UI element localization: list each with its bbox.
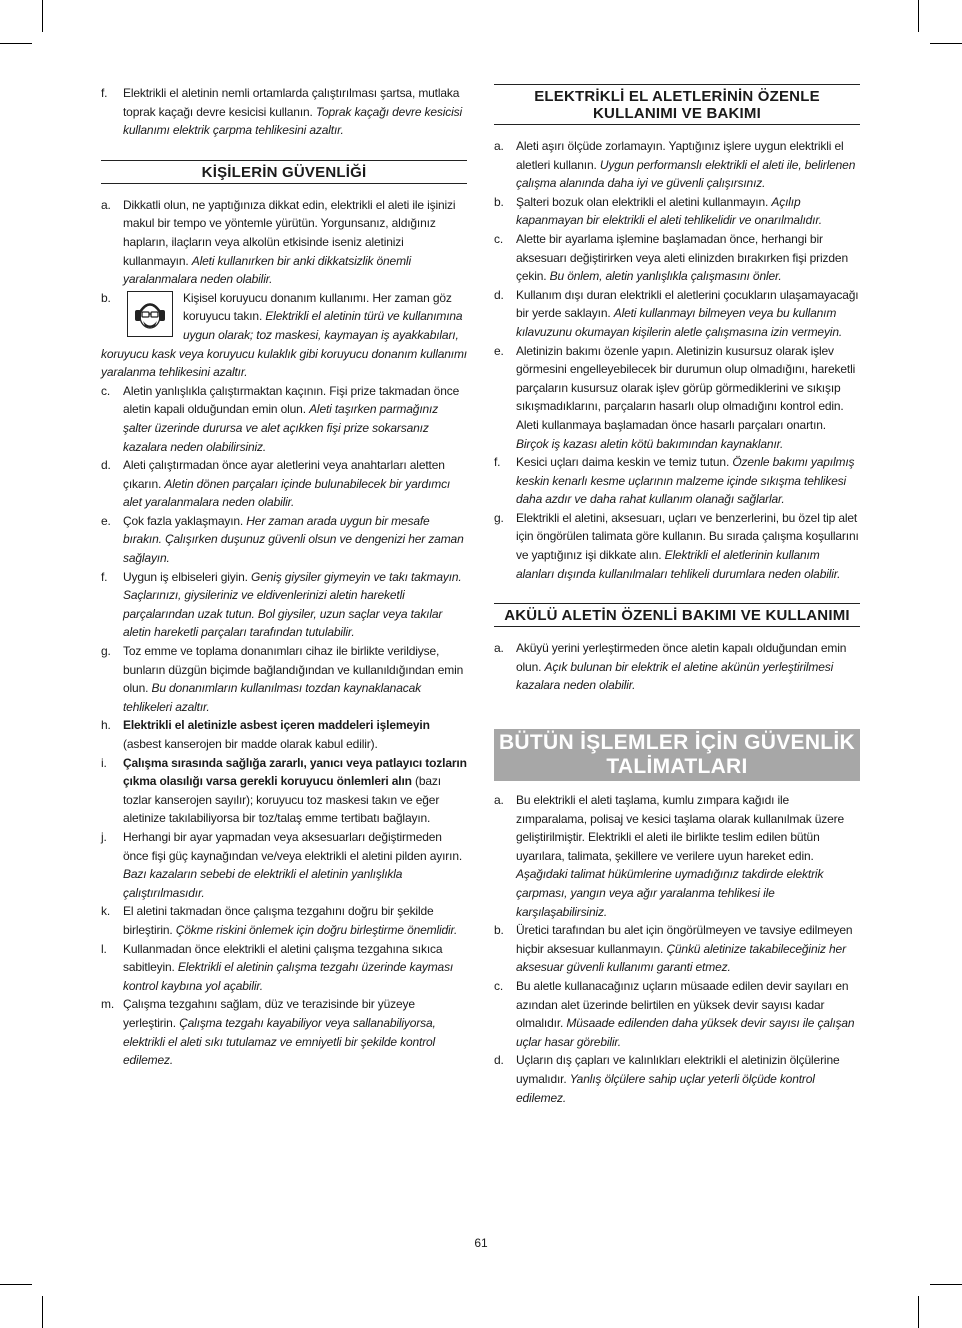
crop-mark [0,1284,32,1285]
section-heading-personal-safety: KİŞİLERİN GÜVENLİĞİ [101,160,467,184]
crop-mark [930,1284,962,1285]
list-item: b. Kişisel koruyucu donanım kullanımı. Her zaman göz koruyucu takın. Elektrikli el aletinin türü ve kullanımına uygun olarak; toz maskesi, kaymayan iş ayakkabıları, koruyucu kask veya koruyucu kulaklık gibi koruyucu donanım kullanımı yaralanma tehlikesini azaltır. [101,290,467,380]
list-item: j. Herhangi bir ayar yapmadan veya aksesuarları değiştirmeden önce fişi güç kaynağından ve/veya elektrikli el aletini pilden ayırın. Bazı kazaların sebebi de elektrikli el aletinin yanlışlıkla çalıştırılmasıdır. [101,829,463,900]
list-item: b. Üretici tarafından bu alet için öngörülmeyen ve tavsiye edilmeyen hiçbir aksesuar kullanmayın. Çünkü aletinize takabileceğiniz her aksesuar güvenli kullanımı garanti etmez. [494,923,853,975]
list-item: a. Aküyü yerini yerleştirmeden önce aletin kapalı olduğundan emin olun. Açık bulunan bir elektrik el aletine akünün yerleştirilmesi kazalara neden olabilir. [494,641,847,693]
list-item: g. Toz emme ve toplama donanımları cihaz ile birlikte verildiyse, bunların düzgün biçimde bağlandığından ve kullanıldığından emin olun. Bu donanımların kullanılması tozdan kaynaklanacak tehlikeleri azaltır. [101,644,464,714]
safety-instructions-banner: BÜTÜN İŞLEMLER İÇİN GÜVENLİK TALİMATLARI [494,729,860,781]
list-item: i. Çalışma sırasında sağlığa zararlı, yanıcı veya patlayıcı tozların çıkma olasılığı varsa gerekli koruyucu önlemleri alın (bazı tozlar kanserojen sayılır); koruyucu toz maskesi takın ve eğer aletinize takılabiliyorsa bir toz/talaş emme tertibatı bağlayın. [101,755,467,826]
list-item: b. Şalteri bozuk olan elektrikli el aletini kullanmayın. Açılıp kapanmayan bir elektrikli el aleti tehlikelidir ve onarılmalıdır. [494,194,822,228]
left-column [101,84,467,1070]
safety-gear-icon [127,291,173,337]
section-heading-tool-care: ELEKTRİKLİ EL ALETLERİNİN ÖZENLE KULLANIMI VE BAKIMI [494,84,860,125]
list-item: c. Alette bir ayarlama işlemine başlamadan önce, herhangi bir aksesuarı değiştirirken veya aleti elinizden bırakırken fişi prizden çekin. Bu önlem, aletin yanlışlıkla çalışmasını önler. [494,231,848,284]
list-item: f. Uygun iş elbiseleri giyin. Geniş giysiler giymeyin ve takı takmayın. Saçlarınızı, giysileriniz ve eldivenlerinizi aletin hareketli parçalarından uzak tutun. Bol giysiler, uzun saçlar veya takılar aletin hareketli parçaları tarafından tutulabilir. [101,569,462,640]
list-item: a. Aleti aşırı ölçüde zorlamayın. Yaptığınız işlere uygun elektrikli el aletleri kullanın. Uygun performanslı elektrikli el aleti ile, belirlenen çalışma alanında daha iyi ve güvenli çalışırsınız. [494,139,856,191]
list-item: d. Kullanım dışı duran elektrikli el aletlerini çocukların ulaşamayacağı bir yerde saklayın. Aleti kullanmayı bilmeyen veya bu kullanım kılavuzunu okumayan kişilerin aletle çalışmasına izin vermeyin. [494,287,859,339]
crop-mark [930,43,962,44]
list-item: l. Kullanmadan önce elektrikli el aletini çalışma tezgahına sıkıca sabitleyin. Elektrikli el aletinin çalışma tezgahı üzerinde kayması kontrol kaybına yol açabilir. [101,941,454,993]
crop-mark [42,1296,43,1328]
page-number: 61 [474,1236,488,1250]
list-item: g. Elektrikli el aletini, aksesuarı, uçları ve benzerlerini, bu özel tip alet için öngörülen talimata göre kullanın. Bu sırada çalışma koşullarını ve yaptığınız işi dikkate alın. Elektrikli el aletlerinin kullanım alanları dışında kullanılmaları tehlikeli durumlara neden olabilir. [494,510,859,581]
list-item: c. Bu aletle kullanacağınız uçların müsaade edilen devir sayıları en azından alet üzerinde belirtilen en yüksek devir sayısı kadar olmalıdır. Müsaade edilenden daha yüksek devir sayısı ile çalışan uçlar hasar görebilir. [494,978,855,1049]
crop-mark [918,0,919,32]
list-item: d. Uçların dış çapları ve kalınlıkları elektrikli el aletinizin ölçülerine uymalıdır. Yanlış ölçülere sahip uçlar yeterli ölçüde kontrol edilemez. [494,1053,840,1105]
section-heading-battery-care: AKÜLÜ ALETİN ÖZENLİ BAKIMI VE KULLANIMI [494,603,860,627]
list-item: c. Aletin yanlışlıkla çalıştırmaktan kaçının. Fişi prize takmadan önce aletin kapali olduğundan emin olun. Aleti taşırken parmağınız şalter üzerinde durursa ve alet açıkken fişi prize sokarsanız kazalara neden olabilirsiniz. [101,383,460,454]
list-item: f. Kesici uçları daima keskin ve temiz tutun. Özenle bakımı yapılmış keskin kenarlı kesme uçlarının malzeme içinde sıkışma tehlikesi daha azdır ve daha rahat kullanım olanağı sağlarlar. [494,455,855,507]
list-item: e. Aletinizin bakımı özenle yapın. Aletinizin kusursuz olarak işlev görmesini engelleyebilecek bir durumun olup olmadığını, hareketli parçaların kusursuz olarak işlev görüp görmediklerini ve sıkışıp sıkışmadıklarını, parçaların hasarlı olup olmadığını kontrol edin. Aleti kullanmaya başlamadan önce hasarlı parçaları onartın. Birçok iş kazası aletin kötü bakımından kaynaklanır. [494,343,856,451]
list-item: m. Çalışma tezgahını sağlam, düz ve terazisinde bir yüzeye yerleştirin. Çalışma tezgahı kayabiliyor veya sallanabiliyorsa, elektrikli el aleti sıkı tutulamaz ve emniyetli bir şekilde kontrol edilemez. [101,997,436,1068]
crop-mark [0,43,32,44]
crop-mark [42,0,43,32]
list-item: e. Çok fazla yaklaşmayın. Her zaman arada uygun bir mesafe bırakın. Çalışırken duşunuz güvenli olsun ve dengenizi her zaman sağlayın. [101,513,464,566]
list-item: f. Elektrikli el aletinin nemli ortamlarda çalıştırılması şartsa, mutlaka toprak kaçağı devre kesicisi kullanın. Toprak kaçağı devre kesicisi kullanımı elektrik çarpma tehlikesini azaltır. [101,86,463,138]
list-item: d. Aleti çalıştırmadan önce ayar aletlerini veya anahtarları aletten çıkarın. Aletin dönen parçaları içinde bulunabilecek bir yardımcı alet yaralanmalara neden olabilir. [101,458,451,510]
list-item: a. Dikkatli olun, ne yaptığınıza dikkat edin, elektrikli el aleti ile işinizi makul bir tempo ve yöntemle yürütün. Yorgunsanız, aldığınız hapların, ilaçların veya alkolün etkisinde iseniz aletinizi kullanmayın. Aleti kullanırken bir anki dikkatsizlik önemli yaralanmalara neden olabilir. [101,197,456,287]
right-column [494,84,860,1107]
list-item: h. Elektrikli el aletinizle asbest içeren maddeleri işlemeyin (asbest kanserojen bir madde olarak kabul edilir). [101,718,430,751]
list-item: k. El aletini takmadan önce çalışma tezgahını doğru bir şekilde birleştirin. Çökme riskini önlemek için doğru birleştirme önemlidir. [101,904,458,937]
list-item: a. Bu elektrikli el aleti taşlama, kumlu zımpara kağıdı ile zımparalama, polisaj ve kesici taşlama olarak kullanılmak üzere geliştirilmiştir. Elektrikli el aleti ile birlikte teslim edilen bütün uyarılara, talimata, şekillere ve verilere uyun hareket edin. Aşağıdaki talimat hükümlerine uymadığınız takdirde elektrik çarpması, yangın veya ağır yaralanma tehlikesi ile karşılaşabilirsiniz. [494,793,845,919]
crop-mark [918,1296,919,1328]
